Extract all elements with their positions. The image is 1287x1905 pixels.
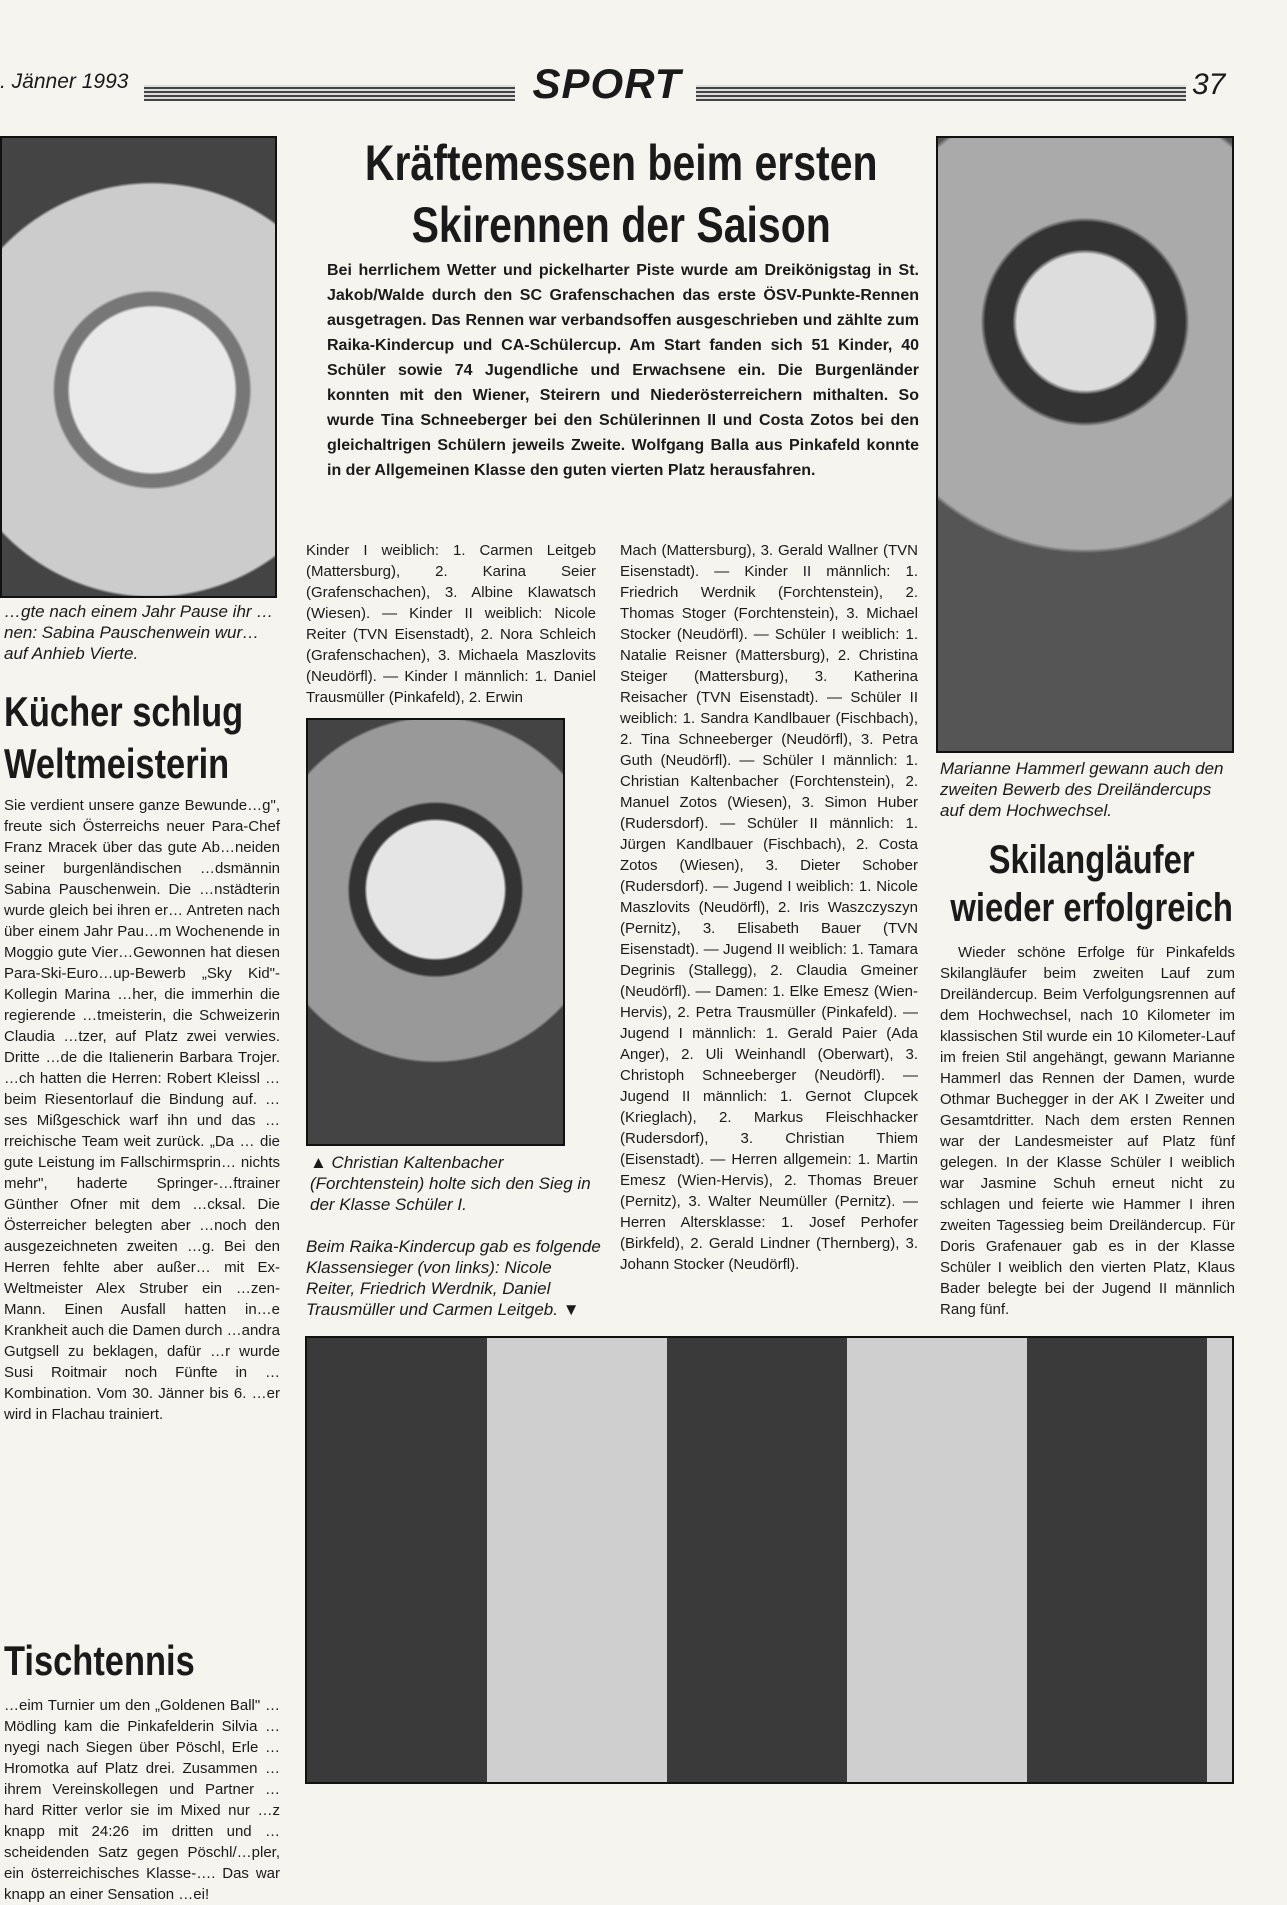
ski-paragraph: Wieder schöne Erfolge für Pinkafelds Skilangläufer beim zweiten Lauf zum Dreiländercup. Beim Verfolgungsrennen auf dem Hochwechsel, nach 10 Kilometer im klassischen Stil wurde ein 10 Kilometer-Lauf im freien Stil angehängt, gewann Marianne Hammerl das Rennen der Damen, wurde Othmar Buchegger in der AK I Zweiter und Gesamtdritter. Nach dem ersten Rennen war der Landesmeister auf Platz fünf gelegen. In der Klasse Schüler I weiblich war Jasmine Schuh erneut nicht zu schlagen und feierte wie Hammer I ihren zweiten Tagessieg beim Dreiländercup. Für Doris Grafenauer gab es in der Klasse Schüler I weiblich den vierten Platz, Klaus Bader belegte bei der Jugend II männlich Rang fünf. [940, 944, 1235, 1318]
issue-date: . Jänner 1993 [0, 70, 129, 93]
headline-ski-line2: wieder erfolgreich [950, 886, 1233, 930]
headline-tischtennis: Tischtennis [4, 1637, 195, 1684]
headline-main-line1: Kräftemessen beim ersten [364, 135, 878, 191]
headline-main [326, 132, 916, 256]
main-lead: Bei herrlichem Wetter und pickelharter Piste wurde am Dreikönigstag in St. Jakob/Walde durch den SC Grafenschachen das erste ÖSV-Punkte-Rennen ausgetragen. Das Rennen war verbandsoffen ausgeschrieben und zählte zum Raika-Kindercup und CA-Schülercup. Am Start fanden sich 51 Kinder, 40 Schüler sowie 74 Jugendliche und Erwachsene ein. Die Burgenländer konnten mit den Wiener, Steirern und Niederösterreichern mithalten. So wurde Tina Schneeberger bei den Schülerinnen II und Costa Zotos bei den gleichaltrigen Schülern jeweils Zweite. Wolfgang Balla aus Pinkafeld konnte in der Allgemeinen Klasse den guten vierten Platz herausfahren. [327, 262, 919, 479]
headline-skilanglaeufer [944, 836, 1239, 932]
page-number: 37 [1192, 68, 1226, 101]
article-skilanglaeufer-text [940, 942, 1235, 1320]
photo-pauschenwein [0, 136, 277, 598]
photo-hammerl [936, 136, 1234, 753]
caption-group: Beim Raika-Kindercup gab es folgende Klassensieger (von links): Nicole Reiter, Friedrich Werdnik, Daniel Trausmüller und Carmen Leitgeb. ▼ [306, 1237, 601, 1319]
headline-kucher-line1: Kücher schlug [4, 688, 244, 735]
photo-kaltenbacher [306, 718, 565, 1146]
headline-kucher-line2: Weltmeisterin [4, 740, 230, 787]
header-rule-left [144, 85, 515, 101]
headline-main-line2: Skirennen der Saison [411, 197, 831, 253]
results-column-2: Mach (Mattersburg), 3. Gerald Wallner (TVN Eisenstadt). — Kinder II männlich: 1. Friedrich Werdnik (Forchtenstein), 2. Thomas Stoger (Forchtenstein), 3. Michael Stocker (Neudörfl). — Schüler I weiblich: 1. Natalie Reisner (Mattersburg), 2. Christina Steiger (Mattersburg), 3. Katherina Reisacher (TVN Eisenstadt). — Schüler II weiblich: 1. Sandra Kandlbauer (Fischbach), 2. Tina Schneeberger (Neudörfl), 3. Petra Guth (Neudörfl). — Schüler I männlich: 1. Christian Kaltenbacher (Forchtenstein), 2. Manuel Zotos (Wiesen), 3. Simon Huber (Rudersdorf). — Schüler II männlich: 1. Jürgen Kandlbauer (Fischbach), 2. Costa Zotos (Wiesen), 3. Dieter Schober (Rudersdorf). — Jugend I weiblich: 1. Nicole Maszlovits (Neudörfl), 2. Iris Waszczyszyn (Pernitz), 3. Elisabeth Bauer (TVN Eisenstadt). — Jugend II weiblich: 1. Tamara Degrinis (Stallegg), 2. Claudia Gmeiner (Neudörfl). — Damen: 1. Elke Emesz (Wien-Hervis), 2. Petra Trausmüller (Pinkafeld). — Jugend I männlich: 1. Gerald Paier (Ada Anger), 2. Uli Weinhandl (Oberwart), 3. Christoph Schneeberger (Neudörfl). — Jugend II männlich: 1. Gernot Clupcek (Krieglach), 2. Markus Fleischhacker (Rudersdorf), 3. Christian Thiem (Eisenstadt). — Herren allgemein: 1. Martin Emesz (Wien-Hervis), 2. Thomas Breuer (Pernitz), 3. Walter Neumüller (Pernitz). — Herren Altersklasse: 1. Josef Perhofer (Birkfeld), 2. Gerald Lindner (Thernberg), 3. Johann Stocker (Neudörfl). [620, 542, 918, 1273]
photo-group-winners [305, 1336, 1234, 1784]
caption-pauschenwein: …gte nach einem Jahr Pause ihr …nen: Sabina Pauschenwein wur… auf Anhieb Vierte. [4, 602, 274, 663]
header-rule-right [696, 85, 1186, 101]
article-tischtennis-text: …eim Turnier um den „Goldenen Ball" … Mödling kam die Pinkafelderin Silvia …nyegi nach Siegen über Pöschl, Erle …Hromotka auf Platz drei. Zusammen … ihrem Vereinskollegen und Partner …hard Ritter verlor sie im Mixed nur …z knapp mit 24:26 im dritten und …scheidenden Satz gegen Pöschl/…pler, ein österreichisches Klasse-…. Das war knapp an einer Sensation …ei! [4, 1697, 280, 1903]
results-column-1: Kinder I weiblich: 1. Carmen Leitgeb (Mattersburg), 2. Karina Seier (Grafenschachen), 3. Albine Klawatsch (Wiesen). — Kinder II weiblich: Nicole Reiter (TVN Eisenstadt), 2. Nora Schleich (Grafenschachen), 3. Michaela Maszlovits (Neudörfl). — Kinder I männlich: 1. Daniel Trausmüller (Pinkafeld), 2. Erwin [306, 542, 596, 706]
headline-kucher [4, 686, 275, 790]
section-title: SPORT [532, 60, 682, 107]
article-kucher-text: Sie verdient unsere ganze Bewunde…g", freute sich Österreichs neuer Para-Chef Franz Mracek über das gute Ab…neiden seiner burgenländischen …dsmännin Sabina Pauschenwein. Die …nstädterin wurde gleich bei ihren er… Antreten nach über einem Jahr Pau…m Wochenende in Moggio gute Vier…Gewonnen hat diesen Para-Ski-Euro…up-Bewerb „Sky Kid"-Kollegin Marina …her, die immerhin die regierende …tmeisterin, die Schweizerin Claudia …tzer, auf Platz zwei verwies. Dritte …de die Italienerin Barbara Trojer. …ch hatten die Herren: Robert Kleissl … beim Riesentorlauf die Bindung auf. …ses Mißgeschick warf ihn und das …rreichische Team weit zurück. „Da … die gute Leistung im Fallschirmsprin… nichts mehr", haderte Springer-…ftrainer Günther Ofner mit dem …cksal. Die Österreicher belegten aber …noch den ausgezeichneten zweiten …g. Bei den Herren fehlte aber außer… mit Ex-Weltmeister Alex Struber ein …zen-Mann. Einen Ausfall hatten in…e Krankheit auch die Damen durch …andra Gutgsell zu beklagen, dafür …r wurde Susi Roitmair noch Fünfte in …Kombination. Vom 30. Jänner bis 6. …er wird in Flachau trainiert. [4, 797, 280, 1423]
caption-hammerl: Marianne Hammerl gewann auch den zweiten Bewerb des Dreiländercups auf dem Hochwechsel. [940, 759, 1224, 820]
caption-kaltenbacher: ▲ Christian Kaltenbacher (Forchtenstein) holte sich den Sieg in der Klasse Schüler I. [310, 1153, 591, 1214]
headline-ski-line1: Skilangläufer [988, 838, 1195, 882]
